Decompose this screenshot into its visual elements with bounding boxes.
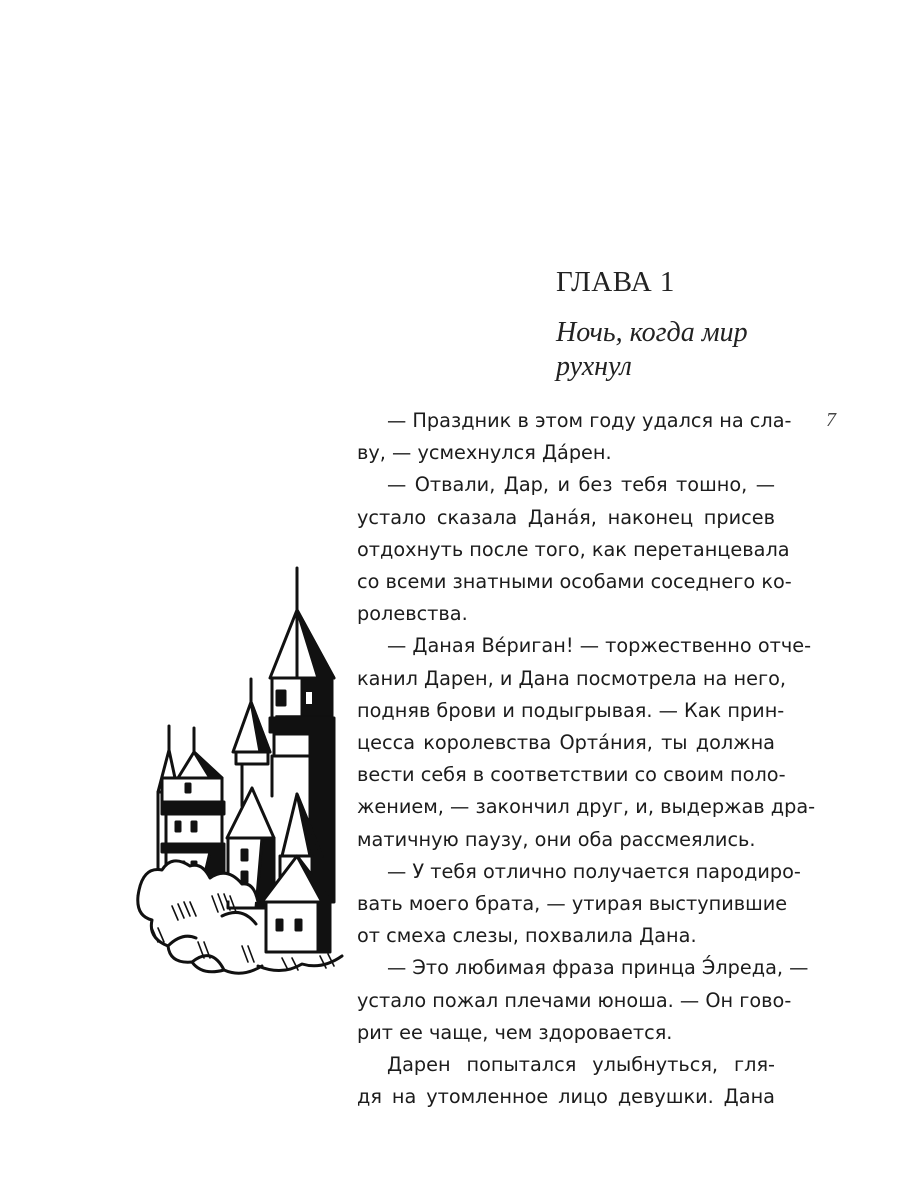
page-number: 7 xyxy=(826,409,836,431)
text-line: отдохнуть после того, как перетанцевала xyxy=(357,537,790,561)
text-line: — Отвали, Дар, и без тебя тошно, — xyxy=(387,473,775,497)
castle-illustration xyxy=(132,566,352,980)
text-line: канил Дарен, и Дана посмотрела на него, xyxy=(357,666,787,690)
paragraph xyxy=(357,952,809,1049)
chapter-title xyxy=(556,316,796,384)
text-line: подняв брови и подыгрывая. — Как прин- xyxy=(357,698,785,722)
text-line: — Даная Ве́риган! — торжественно отче- xyxy=(387,634,812,658)
text-line: вести себя в соответствии со своим поло- xyxy=(357,763,786,787)
chapter-title-line: Ночь, когда мир xyxy=(556,317,748,348)
text-line: вать моего брата, — утирая выступившие xyxy=(357,892,788,916)
text-line: рит ее чаще, чем здоровается. xyxy=(357,1020,673,1044)
text-line: Дарен попытался улыбнуться, гля- xyxy=(387,1053,775,1077)
chapter-label: ГЛАВА 1 xyxy=(556,266,675,298)
text-line: — Это любимая фраза принца Э́лреда, — xyxy=(387,956,809,980)
text-line: устало пожал плечами юноша. — Он гово- xyxy=(357,988,792,1012)
paragraph xyxy=(357,630,816,855)
text-line: устало сказала Дана́я, наконец присев xyxy=(357,505,775,529)
text-line: цесса королевства Орта́ния, ты должна xyxy=(357,731,775,755)
body-text xyxy=(357,405,816,1113)
paragraph xyxy=(357,856,801,953)
text-line: ролевства. xyxy=(357,602,468,626)
text-line: — Праздник в этом году удался на сла- xyxy=(387,409,792,432)
text-line: жением, — закончил друг, и, выдержав дра- xyxy=(357,795,816,819)
text-line: от смеха слезы, похвалила Дана. xyxy=(357,924,697,948)
text-line: со всеми знатными особами соседнего ко- xyxy=(357,570,792,594)
text-line: ву, — усмехнулся Да́рен. xyxy=(357,441,612,465)
paragraph xyxy=(357,405,792,469)
text-line: матичную паузу, они оба рассмеялись. xyxy=(357,827,756,851)
paragraph xyxy=(357,469,792,630)
text-line: дя на утомленное лицо девушки. Дана xyxy=(357,1085,775,1109)
paragraph xyxy=(357,1049,775,1113)
chapter-title-line: рухнул xyxy=(556,351,632,382)
text-line: — У тебя отлично получается пародиро- xyxy=(387,859,801,883)
